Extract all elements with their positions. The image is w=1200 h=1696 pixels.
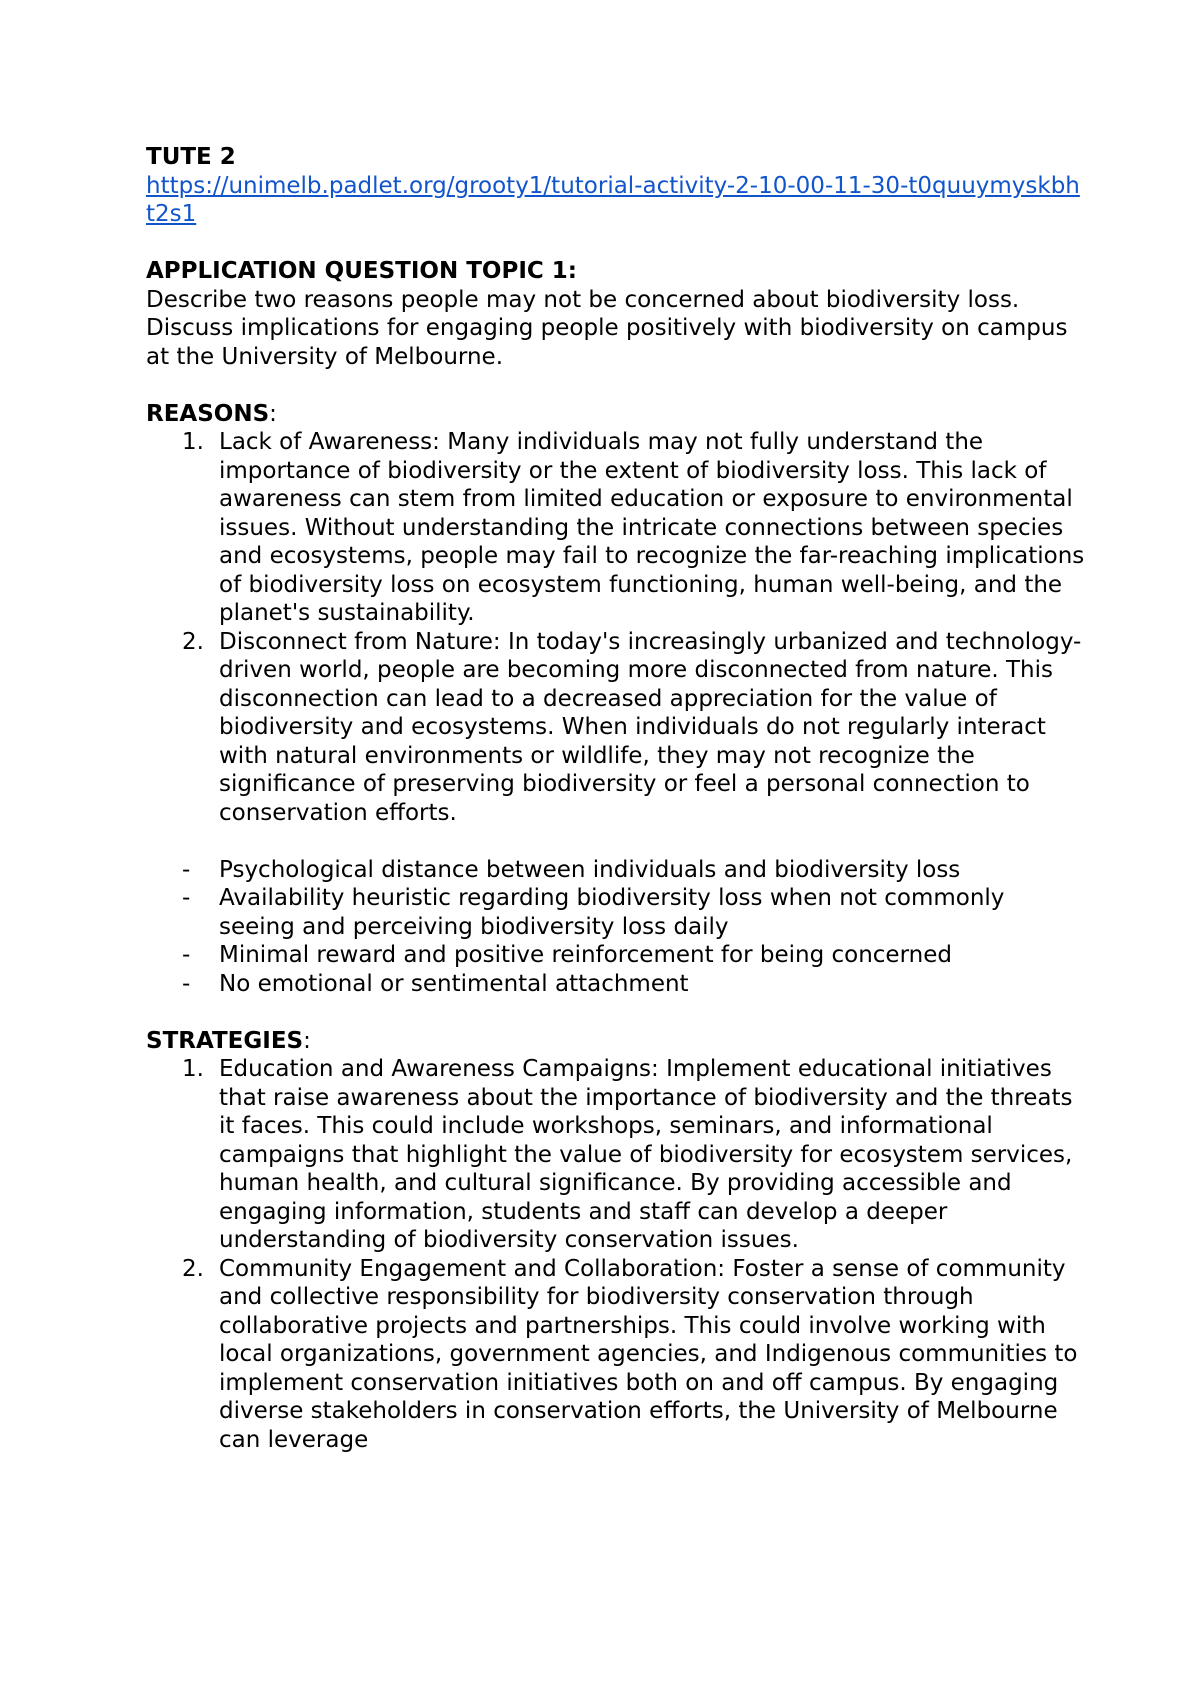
strategies-colon: :: [303, 1027, 311, 1054]
strategies-heading: STRATEGIES: [146, 1027, 304, 1054]
dash-bullet: -: [182, 942, 191, 968]
reasons-list: [146, 428, 1086, 827]
reasons-colon: :: [269, 400, 277, 427]
list-item: [146, 428, 1086, 628]
list-item: [146, 1055, 1086, 1255]
bullet-list: [146, 856, 1086, 999]
strategies-heading-line: [146, 1027, 1086, 1056]
list-item: [146, 1255, 1086, 1455]
list-item: [146, 884, 1086, 941]
document-page: [146, 143, 1086, 1454]
spacer: [146, 827, 1086, 856]
list-item: [146, 856, 1086, 885]
dash-bullet: -: [182, 856, 191, 883]
padlet-link[interactable]: https://unimelb.padlet.org/grooty1/tutorial-activity-2-10-00-11-30-t0quuymyskbht2s1: [146, 172, 1080, 227]
list-item-text: Psychological distance between individuals and biodiversity loss: [219, 856, 961, 883]
list-item: [146, 628, 1086, 828]
strategies-list: [146, 1055, 1086, 1454]
list-item-text: Community Engagement and Collaboration: Foster a sense of community and collective responsibility for biodiversity conservation through collaborative projects and partnerships. This could involve working with local organizations, government agencies, and Indigenous communities to implement conservation initiatives both on and off campus. By engaging diverse stakeholders in conservation efforts, the University of Melbourne can leverage: [219, 1255, 1078, 1453]
spacer: [146, 998, 1086, 1027]
dash-bullet: -: [182, 885, 191, 911]
reasons-heading: REASONS: [146, 400, 270, 427]
question-text: Describe two reasons people may not be concerned about biodiversity loss. Discuss implications for engaging people positively with biodiversity on campus at the University of Melbourne.: [146, 286, 1068, 370]
reasons-heading-line: [146, 400, 1086, 429]
list-item: [146, 970, 1086, 999]
document-title: TUTE 2: [146, 144, 236, 170]
list-item-text: Availability heuristic regarding biodiversity loss when not commonly seeing and perceiving biodiversity loss daily: [219, 885, 1005, 940]
list-item: [146, 941, 1086, 970]
spacer: [146, 229, 1086, 258]
list-number: 2.: [182, 1255, 204, 1282]
list-item-text: Education and Awareness Campaigns: Implement educational initiatives that raise awareness about the importance of biodiversity and the threats it faces. This could include workshops, seminars, and informational campaigns that highlight the value of biodiversity for ecosystem services, human health, and cultural significance. By providing accessible and engaging information, students and staff can develop a deeper understanding of biodiversity conservation issues.: [219, 1056, 1073, 1253]
list-number: 1.: [182, 429, 204, 455]
question-heading: APPLICATION QUESTION TOPIC 1:: [146, 258, 577, 284]
list-item-text: Disconnect from Nature: In today's increasingly urbanized and technology-driven world, people are becoming more disconnected from nature. This disconnection can lead to a decreased appreciation for the value of biodiversity and ecosystems. When individuals do not regularly interact with natural environments or wildlife, they may not recognize the significance of preserving biodiversity or feel a personal connection to conservation efforts.: [219, 628, 1082, 826]
list-item-text: No emotional or sentimental attachment: [219, 970, 689, 997]
list-number: 2.: [182, 628, 204, 655]
spacer: [146, 371, 1086, 400]
list-number: 1.: [182, 1056, 204, 1082]
list-item-text: Minimal reward and positive reinforcement for being concerned: [219, 942, 952, 968]
list-item-text: Lack of Awareness: Many individuals may not fully understand the importance of biodiversity or the extent of biodiversity loss. This lack of awareness can stem from limited education or exposure to environmental issues. Without understanding the intricate connections between species and ecosystems, people may fail to recognize the far-reaching implications of biodiversity loss on ecosystem functioning, human well-being, and the planet's sustainability.: [219, 429, 1085, 626]
dash-bullet: -: [182, 970, 191, 997]
